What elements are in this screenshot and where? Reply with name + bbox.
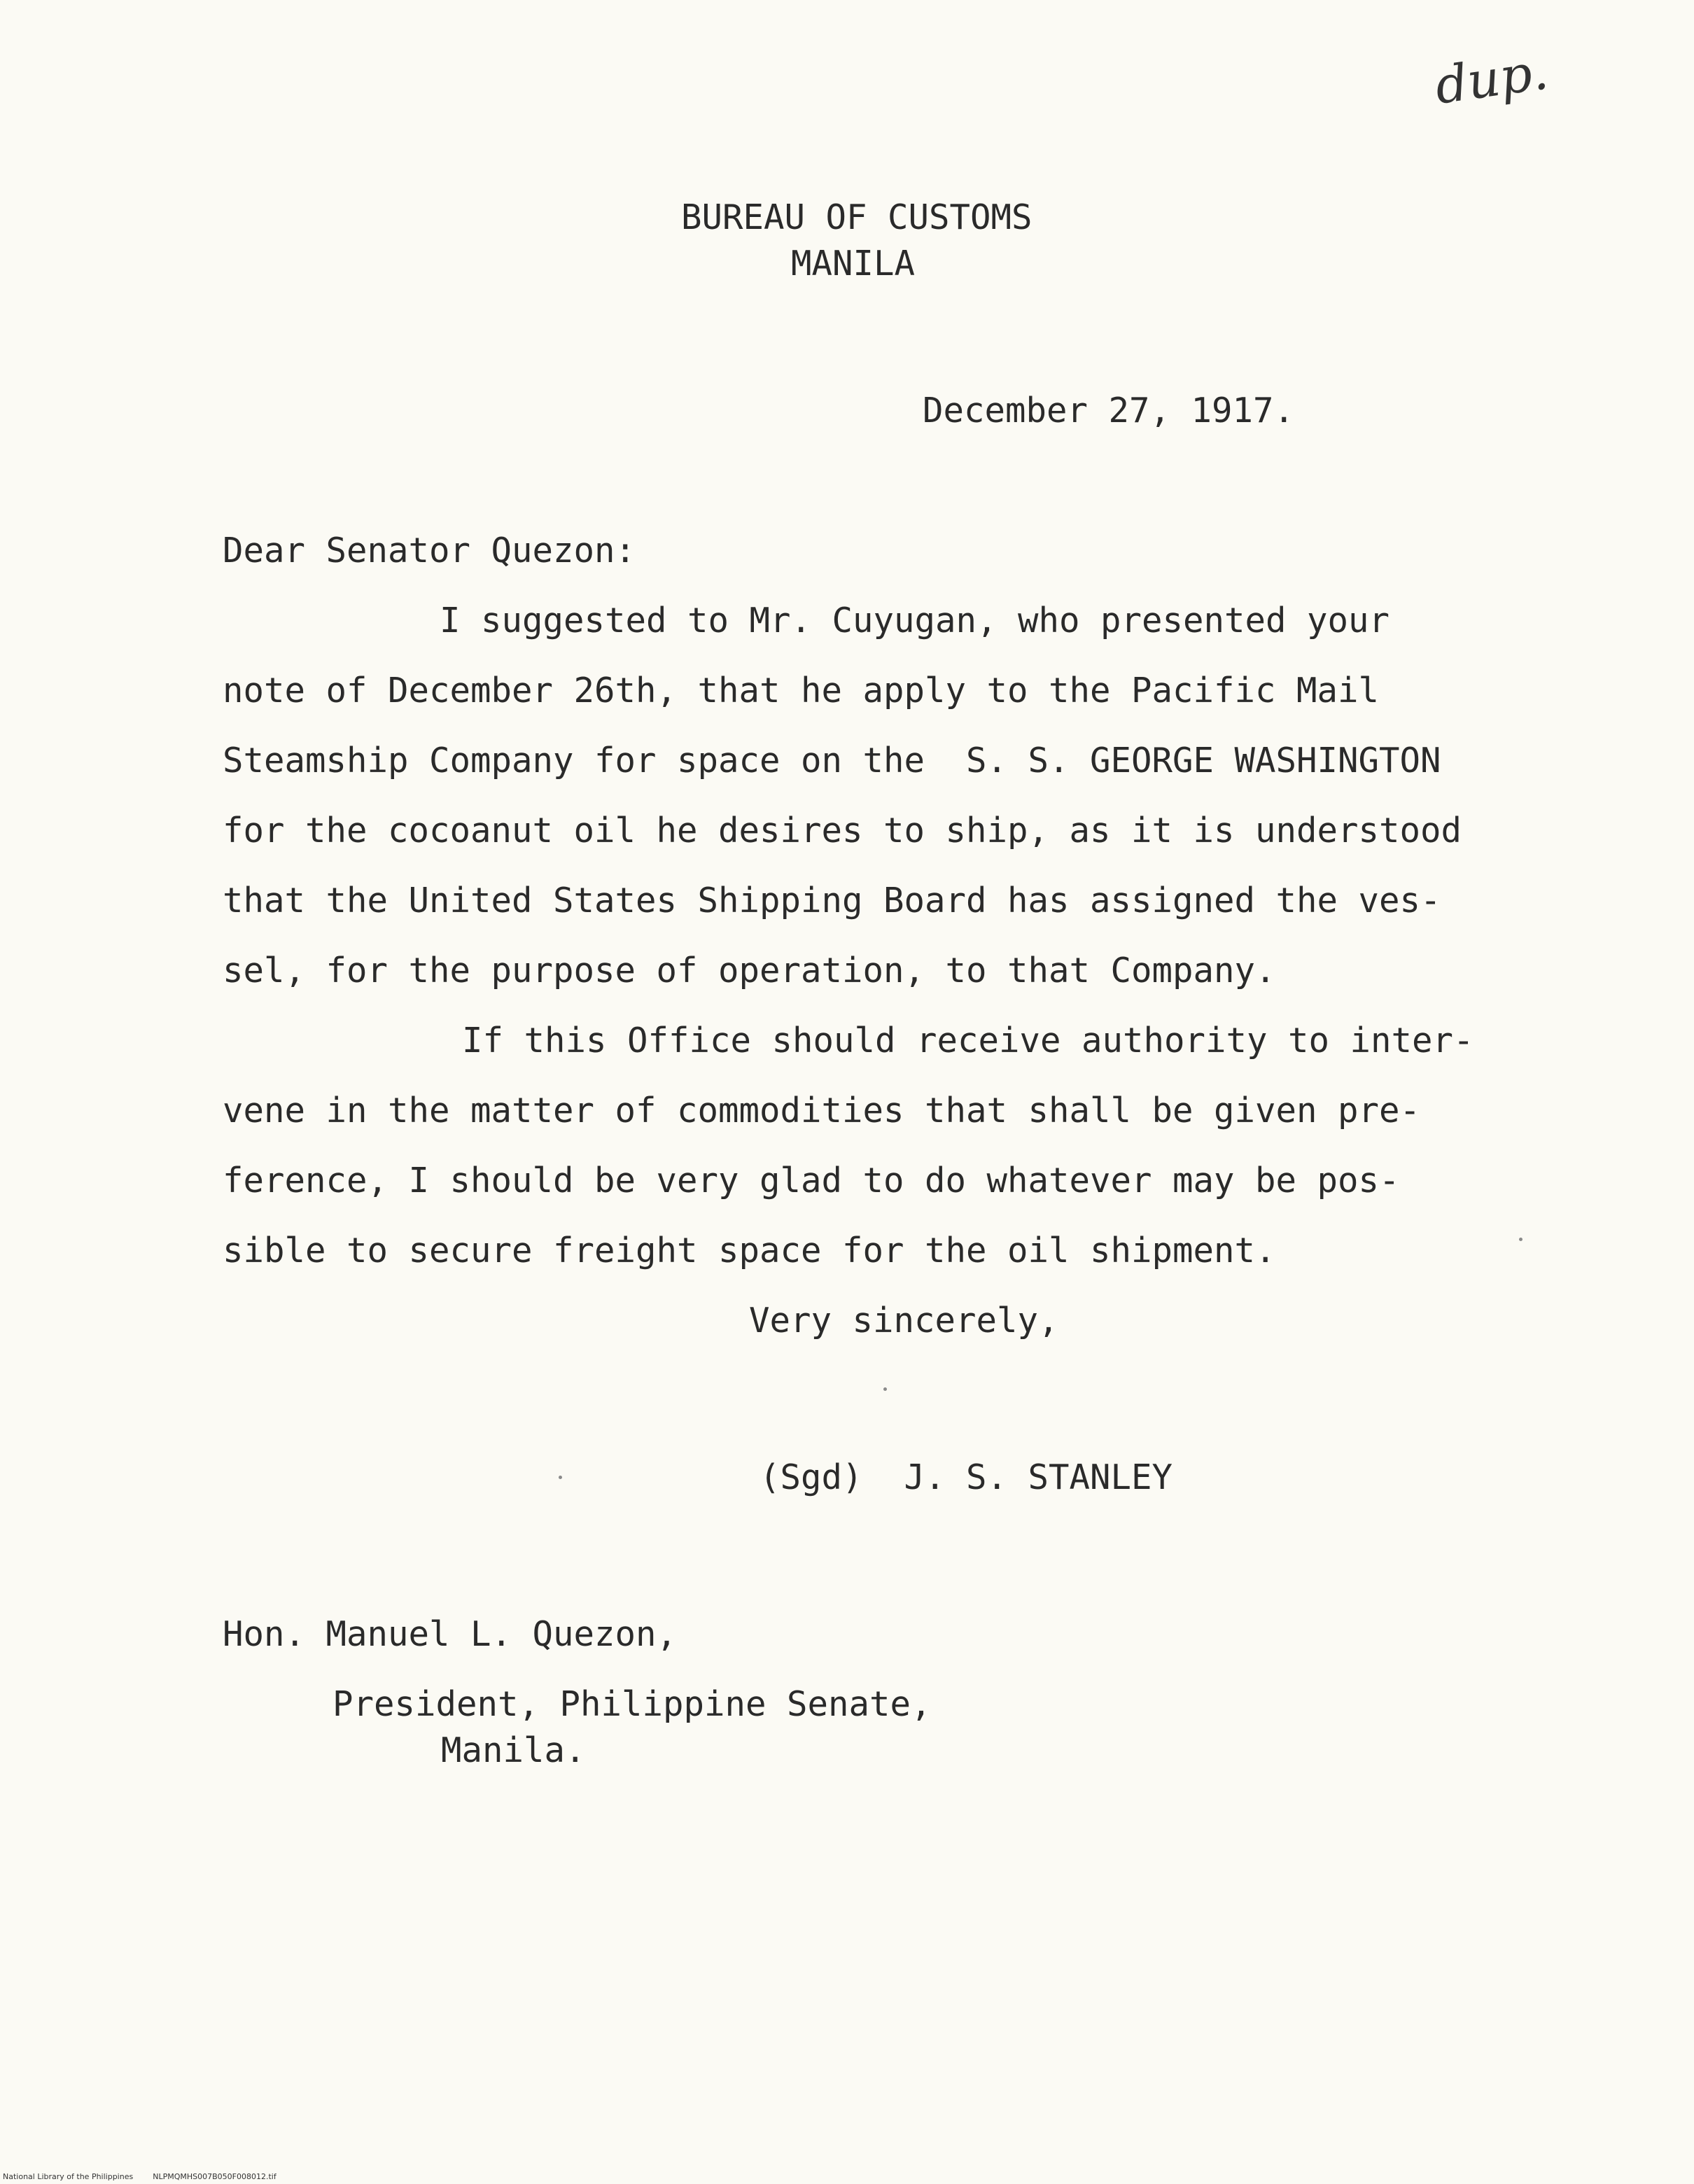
body-line: vene in the matter of commodities that shall be given pre-	[223, 1091, 1421, 1130]
archive-footer	[3, 2172, 276, 2181]
body-line: sible to secure freight space for the oil shipment.	[223, 1231, 1276, 1270]
letterhead-city: MANILA	[791, 244, 916, 284]
paper-speck	[883, 1387, 887, 1391]
letterhead-title: BUREAU OF CUSTOMS	[681, 197, 1032, 237]
archive-institution: National Library of the Philippines	[3, 2172, 134, 2181]
paper-speck	[559, 1476, 562, 1479]
body-line: ference, I should be very glad to do whatever may be pos-	[223, 1161, 1400, 1200]
body-line: that the United States Shipping Board has assigned the ves-	[223, 881, 1441, 920]
archive-file-id: NLPMQMHS007B050F008012.tif	[153, 2172, 276, 2181]
body-line: I suggested to Mr. Cuyugan, who presented your	[440, 601, 1390, 640]
body-line: Steamship Company for space on the S. S. GEORGE WASHINGTON	[223, 741, 1441, 780]
signature-block: (Sgd) J. S. STANLEY	[760, 1457, 1173, 1497]
letter-date: December 27, 1917.	[923, 391, 1295, 430]
addressee-city: Manila.	[441, 1730, 586, 1770]
paper-speck	[1519, 1238, 1522, 1241]
addressee-name: Hon. Manuel L. Quezon,	[223, 1614, 678, 1654]
handwritten-annotation: dup.	[1431, 41, 1552, 115]
body-line: If this Office should receive authority to inter-	[462, 1021, 1474, 1060]
body-line: note of December 26th, that he apply to the Pacific Mail	[223, 671, 1380, 710]
addressee-title: President, Philippine Senate,	[332, 1684, 932, 1724]
salutation: Dear Senator Quezon:	[223, 531, 636, 570]
body-line: sel, for the purpose of operation, to that Company.	[223, 951, 1276, 990]
body-line: for the cocoanut oil he desires to ship, as it is understood	[223, 811, 1462, 850]
closing: Very sincerely,	[749, 1301, 1059, 1340]
